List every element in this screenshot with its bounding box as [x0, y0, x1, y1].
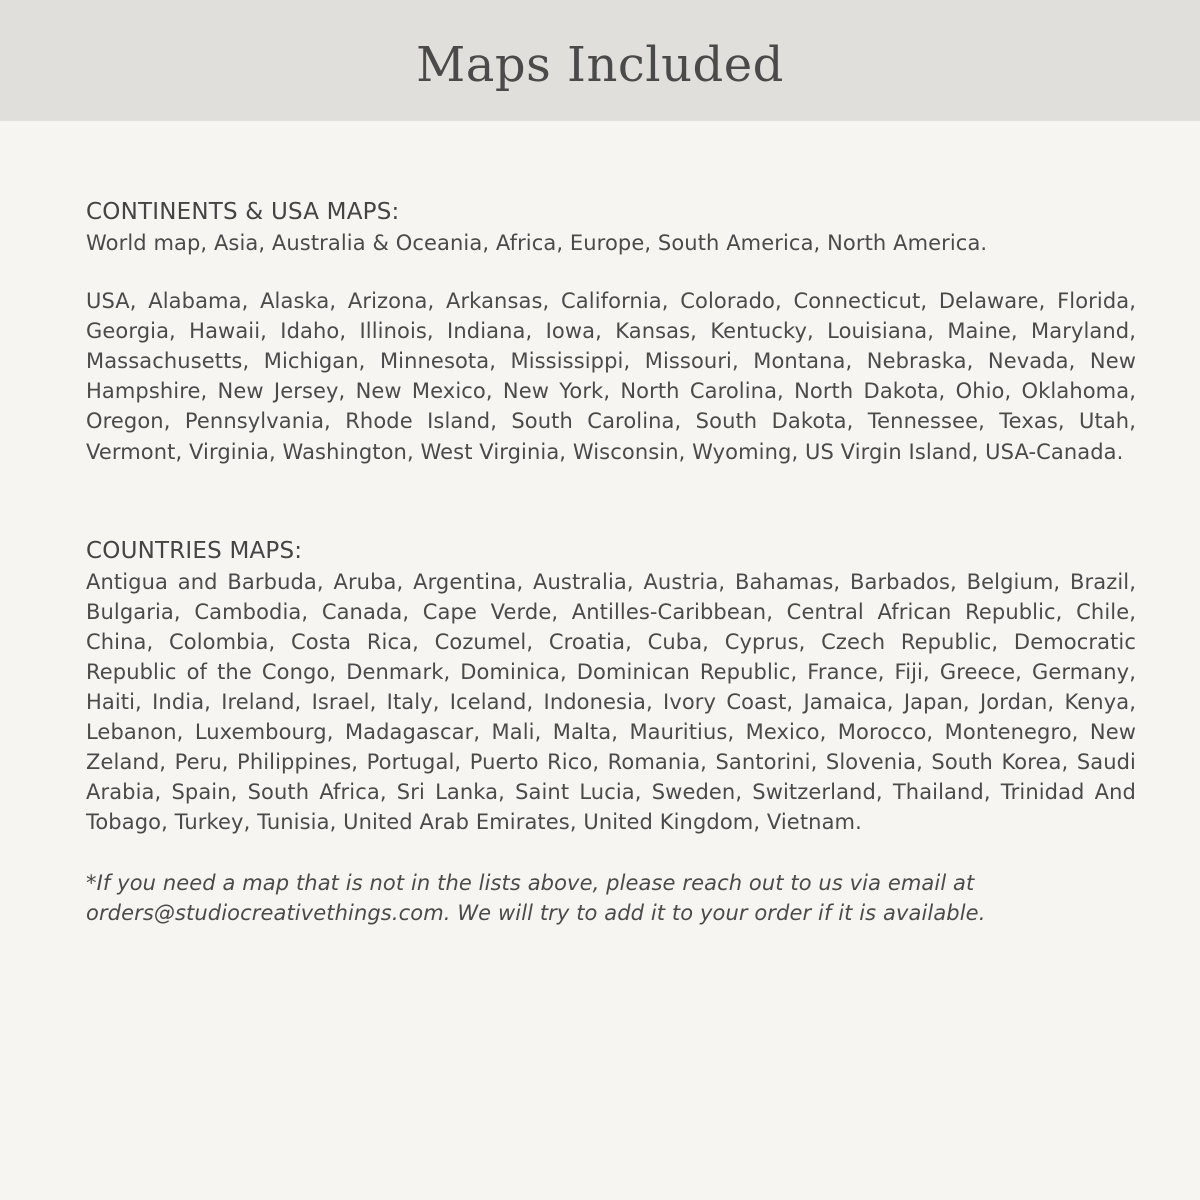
usa-states-list: USA, Alabama, Alaska, Arizona, Arkansas, California, Colorado, Connecticut, Delaware, Florida, Georgia, Hawaii, Idaho, Illinois, Indiana, Iowa, Kansas, Kentucky, Louisiana, Maine, Maryland, Massachusetts, Michigan, Minnesota, Mississippi, Missouri, Montana, Nebraska, Nevada, New Hampshire, New Jersey, New Mexico, New York, North Carolina, North Dakota, Ohio, Oklahoma, Oregon, Pennsylvania, Rhode Island, South Carolina, South Dakota, Tennessee, Texas, Utah, Vermont, Virginia, Washington, West Virginia, Wisconsin, Wyoming, US Virgin Island, USA-Canada.	[86, 289, 1136, 464]
section-spacer	[86, 467, 1136, 535]
note-spacer	[86, 838, 1136, 868]
continents-usa-section	[86, 196, 1136, 467]
countries-heading: COUNTRIES MAPS:	[86, 537, 303, 564]
request-note: *If you need a map that is not in the lists above, please reach out to us via email at orders@studiocreativethings.com. We will try to add it to your order if it is available.	[86, 870, 986, 925]
continents-usa-heading: CONTINENTS & USA MAPS:	[86, 199, 400, 225]
countries-section	[86, 535, 1136, 838]
spacer	[86, 258, 1136, 286]
continents-list: World map, Asia, Australia & Oceania, Africa, Europe, South America, North America.	[86, 231, 988, 255]
page-title: Maps Included	[416, 37, 784, 93]
countries-list: Antigua and Barbuda, Aruba, Argentina, Australia, Austria, Bahamas, Barbados, Belgium, Brazil, Bulgaria, Cambodia, Canada, Cape Verde, Antilles-Caribbean, Central African Republic, Chile, China, Colombia, Costa Rica, Cozumel, Croatia, Cuba, Cyprus, Czech Republic, Democratic Republic of the Congo, Denmark, Dominica, Dominican Republic, France, Fiji, Greece, Germany, Haiti, India, Ireland, Israel, Italy, Iceland, Indonesia, Ivory Coast, Jamaica, Japan, Jordan, Kenya, Lebanon, Luxembourg, Madagascar, Mali, Malta, Mauritius, Mexico, Morocco, Montenegro, New Zeland, Peru, Philippines, Portugal, Puerto Rico, Romania, Santorini, Slovenia, South Korea, Saudi Arabia, Spain, South Africa, Sri Lanka, Saint Lucia, Sweden, Switzerland, Thailand, Trinidad And Tobago, Turkey, Tunisia, United Arab Emirates, United Kingdom, Vietnam.	[86, 569, 1136, 835]
content-area	[86, 196, 1136, 928]
